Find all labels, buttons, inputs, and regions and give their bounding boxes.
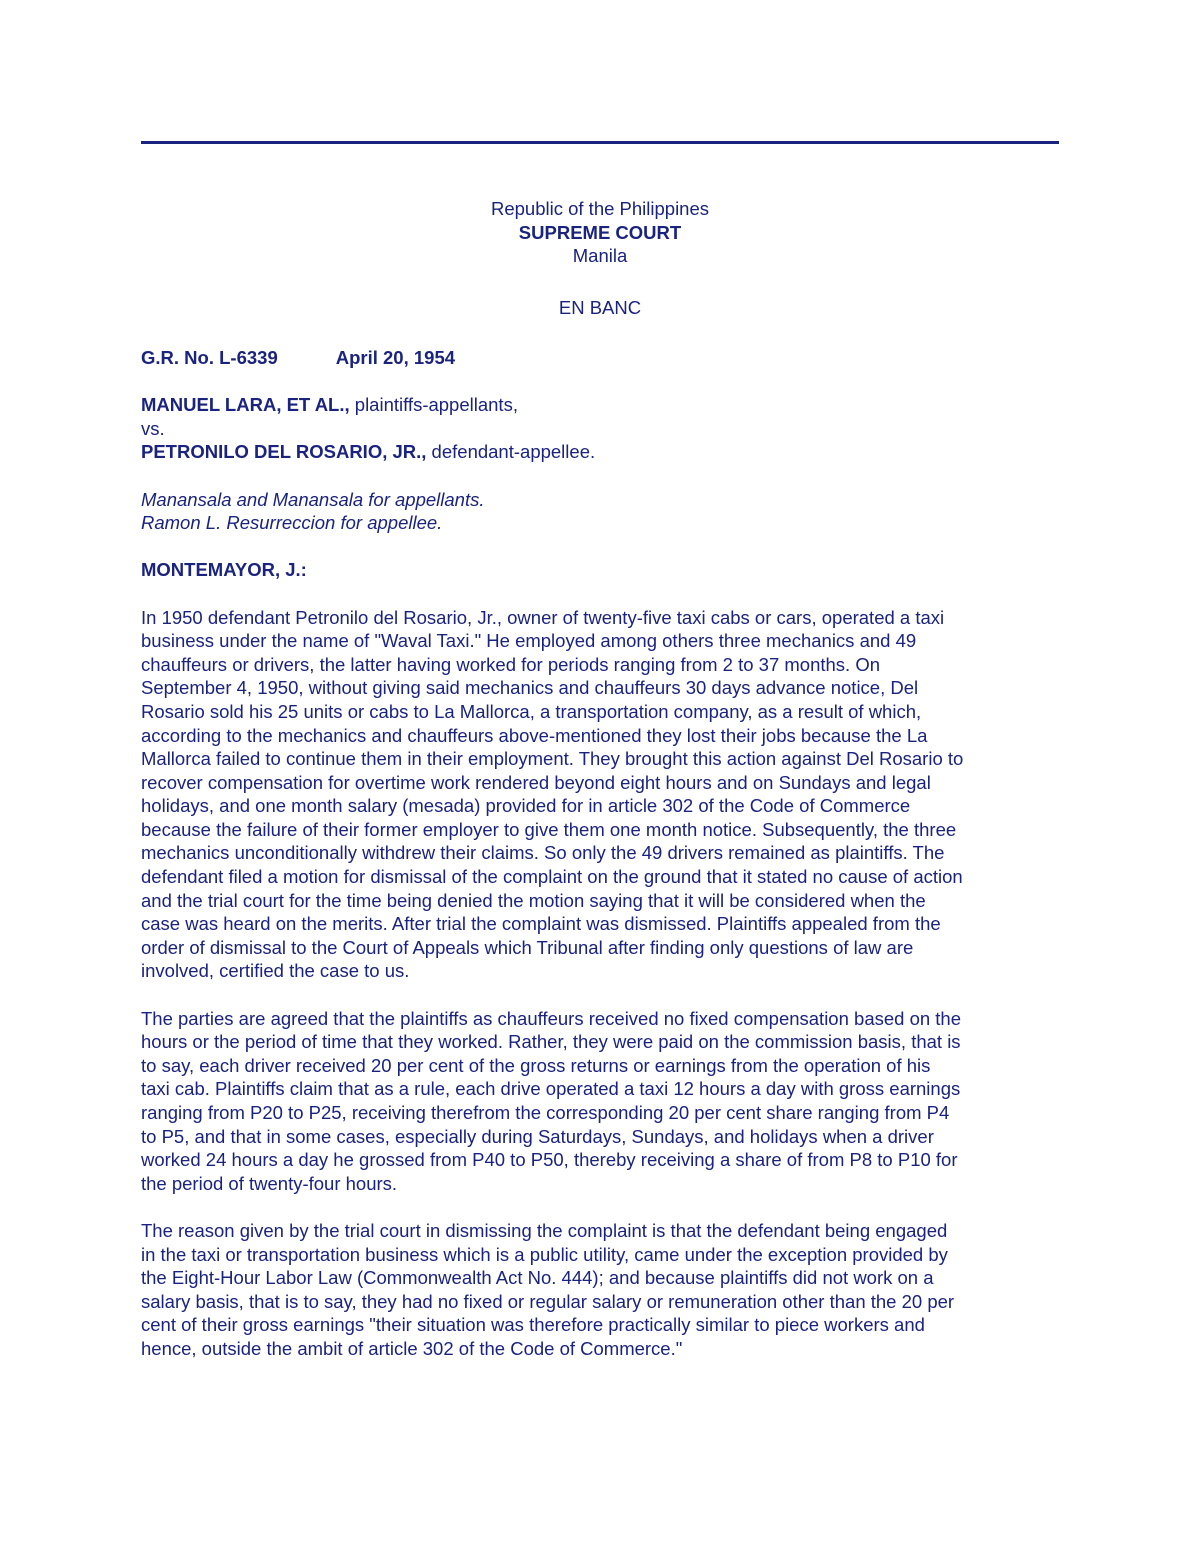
- top-horizontal-rule: [141, 141, 1059, 144]
- paragraph-line: hours or the period of time that they worked. Rather, they were paid on the commission basis, that is: [141, 1031, 961, 1053]
- paragraph-line: according to the mechanics and chauffeurs above-mentioned they lost their jobs because the La: [141, 724, 928, 746]
- paragraph-line: and the trial court for the time being denied the motion saying that it will be considered when the: [141, 889, 926, 911]
- gr-number: G.R. No. L-6339: [141, 347, 278, 368]
- paragraph-line: ranging from P20 to P25, receiving therefrom the corresponding 20 per cent share ranging from P4: [141, 1102, 950, 1123]
- paragraph-line: to say, each driver received 20 per cent of the gross returns or earnings from the operation of his: [141, 1054, 931, 1076]
- ponente: MONTEMAYOR, J.:: [141, 559, 307, 581]
- paragraph-line: the period of twenty-four hours.: [141, 1172, 398, 1194]
- plaintiffs-line: [141, 393, 1059, 417]
- decision-date: April 20, 1954: [335, 347, 456, 368]
- paragraph-line: hence, outside the ambit of article 302 of the Code of Commerce.": [141, 1337, 683, 1359]
- versus-line: vs.: [141, 417, 165, 439]
- paragraph-line: In 1950 defendant Petronilo del Rosario, Jr., owner of twenty-five taxi cabs or cars, operated a taxi: [141, 606, 945, 628]
- counsel-appellants: Manansala and Manansala for appellants.: [141, 488, 485, 510]
- paragraph-line: because the failure of their former employer to give them one month notice. Subsequently, the three: [141, 818, 957, 840]
- plaintiffs-role: plaintiffs-appellants,: [349, 394, 518, 416]
- court-name: SUPREME COURT: [518, 221, 682, 243]
- paragraph-1: [141, 606, 1059, 984]
- paragraph-line: Mallorca failed to continue them in their employment. They brought this action against Del Rosario to: [141, 748, 964, 770]
- paragraph-line: September 4, 1950, without giving said mechanics and chauffeurs 30 days advance notice, Del: [141, 677, 919, 699]
- defendant-name: PETRONILO DEL ROSARIO, JR.,: [141, 441, 427, 463]
- paragraph-line: in the taxi or transportation business which is a public utility, came under the exception provided by: [141, 1243, 948, 1265]
- counsel-appellee: Ramon L. Resurreccion for appellee.: [141, 512, 443, 534]
- court-city: Manila: [572, 245, 628, 266]
- paragraph-line: Rosario sold his 25 units or cabs to La Mallorca, a transportation company, as a result of which,: [141, 700, 922, 722]
- plaintiffs-name: MANUEL LARA, ET AL.,: [141, 394, 350, 416]
- paragraph-line: The parties are agreed that the plaintiffs as chauffeurs received no fixed compensation based on the: [141, 1007, 962, 1029]
- paragraph-line: chauffeurs or drivers, the latter having worked for periods ranging from 2 to 37 months. On: [141, 653, 881, 675]
- paragraph-line: taxi cab. Plaintiffs claim that as a rule, each drive operated a taxi 12 hours a day with gross earnings: [141, 1078, 961, 1100]
- paragraph-line: defendant filed a motion for dismissal of the complaint on the ground that it stated no cause of action: [141, 866, 963, 888]
- paragraph-line: the Eight-Hour Labor Law (Commonwealth Act No. 444); and because plaintiffs did not work on a: [141, 1267, 934, 1289]
- paragraph-line: business under the name of "Waval Taxi." He employed among others three mechanics and 49: [141, 630, 917, 652]
- paragraph-line: cent of their gross earnings "their situation was therefore practically similar to piece workers and: [141, 1314, 925, 1336]
- paragraph-line: recover compensation for overtime work rendered beyond eight hours and on Sundays and legal: [141, 771, 931, 793]
- paragraph-line: salary basis, that is to say, they had no fixed or regular salary or remuneration other than the 20 per: [141, 1290, 955, 1312]
- paragraph-2: [141, 1007, 1059, 1196]
- paragraph-line: order of dismissal to the Court of Appeals which Tribunal after finding only questions of law are: [141, 936, 914, 958]
- paragraph-line: to P5, and that in some cases, especially during Saturdays, Sundays, and holidays when a driver: [141, 1125, 934, 1147]
- paragraph-line: holidays, and one month salary (mesada) provided for in article 302 of the Code of Commerce: [141, 795, 911, 817]
- decision-body: [141, 346, 1059, 1361]
- division-label: EN BANC: [558, 296, 642, 318]
- paragraph-3: [141, 1219, 1059, 1361]
- paragraph-line: involved, certified the case to us.: [141, 960, 410, 982]
- republic-line: Republic of the Philippines: [490, 198, 710, 219]
- case-number-line: [141, 346, 1059, 370]
- defendant-role: defendant-appellee.: [426, 441, 596, 463]
- paragraph-line: mechanics unconditionally withdrew their claims. So only the 49 drivers remained as plaintiffs. The: [141, 842, 945, 864]
- paragraph-line: case was heard on the merits. After trial the complaint was dismissed. Plaintiffs appealed from the: [141, 913, 941, 935]
- paragraph-line: worked 24 hours a day he grossed from P40 to P50, thereby receiving a share of from P8 to P10 for: [141, 1149, 958, 1171]
- court-header: [141, 197, 1059, 319]
- defendant-line: [141, 440, 1059, 464]
- paragraph-line: The reason given by the trial court in dismissing the complaint is that the defendant being engaged: [141, 1219, 948, 1241]
